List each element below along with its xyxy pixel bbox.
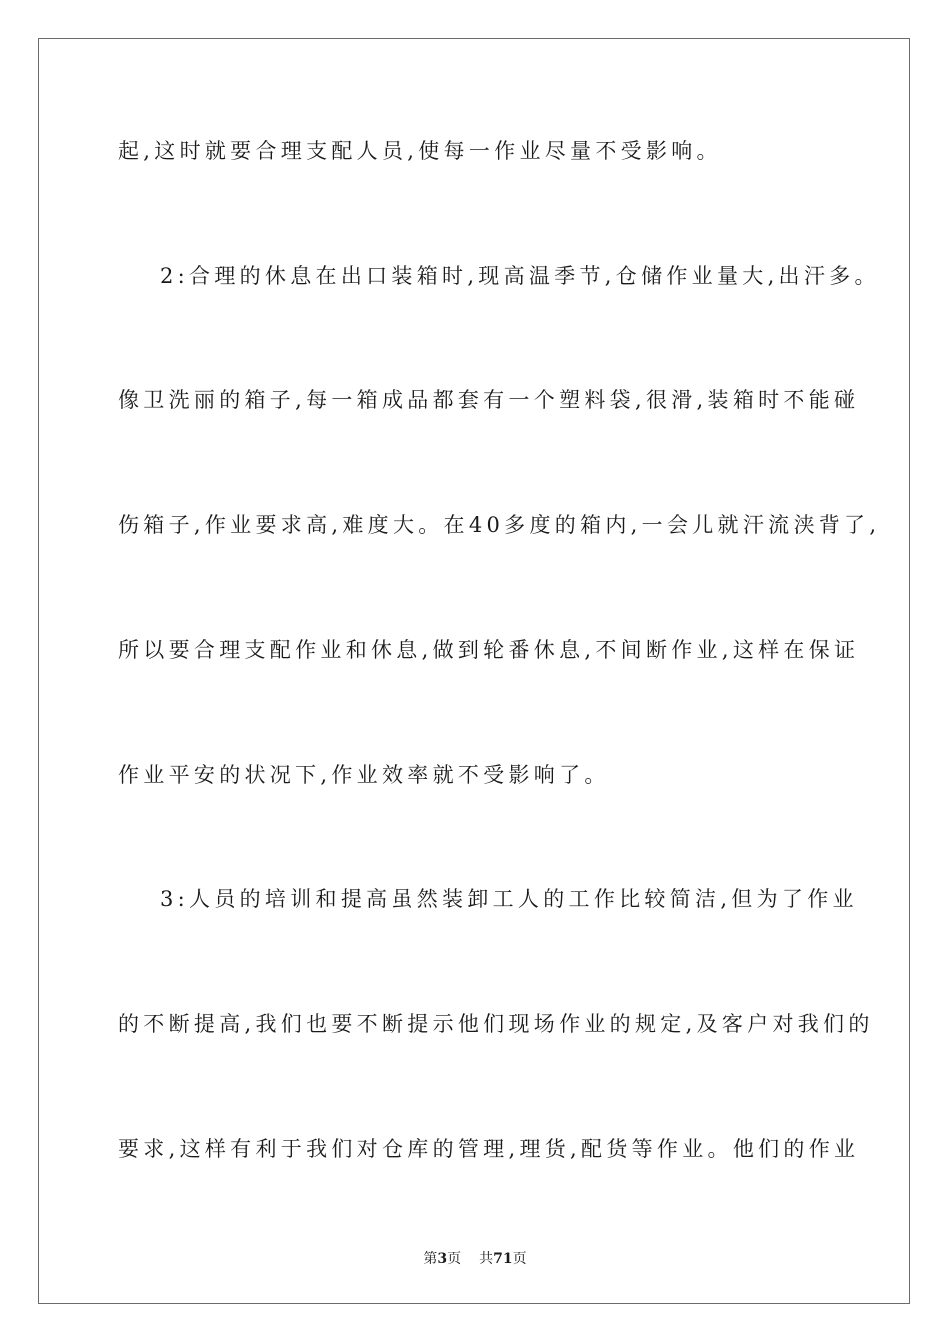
text-line-1: 起,这时就要合理支配人员,使每一作业尽量不受影响。 bbox=[118, 139, 722, 163]
text-line-8: 的不断提高,我们也要不断提示他们现场作业的规定,及客户对我们的 bbox=[118, 1012, 874, 1036]
text-line-9: 要求,这样有利于我们对仓库的管理,理货,配货等作业。他们的作业 bbox=[118, 1137, 860, 1161]
text-line-2: 2:合理的休息在出口装箱时,现高温季节,仓储作业量大,出汗多。 bbox=[160, 264, 880, 288]
page-prefix: 第 bbox=[423, 1251, 438, 1267]
total-pages: 71 bbox=[493, 1251, 513, 1267]
page-border bbox=[38, 38, 910, 1304]
text-line-7: 3:人员的培训和提高虽然装卸工人的工作比较简洁,但为了作业 bbox=[160, 887, 858, 911]
text-line-3: 像卫洗丽的箱子,每一箱成品都套有一个塑料袋,很滑,装箱时不能碰 bbox=[118, 388, 860, 412]
text-line-5: 所以要合理支配作业和休息,做到轮番休息,不间断作业,这样在保证 bbox=[118, 638, 860, 662]
page-number: 3 bbox=[437, 1251, 448, 1267]
total-suffix: 页 bbox=[512, 1251, 527, 1267]
total-prefix: 共 bbox=[479, 1251, 494, 1267]
text-line-4: 伤箱子,作业要求高,难度大。在40多度的箱内,一会儿就汗流浃背了, bbox=[118, 513, 881, 537]
text-line-6: 作业平安的状况下,作业效率就不受影响了。 bbox=[118, 763, 610, 787]
page-suffix: 页 bbox=[447, 1251, 462, 1267]
page-footer bbox=[0, 1250, 950, 1268]
